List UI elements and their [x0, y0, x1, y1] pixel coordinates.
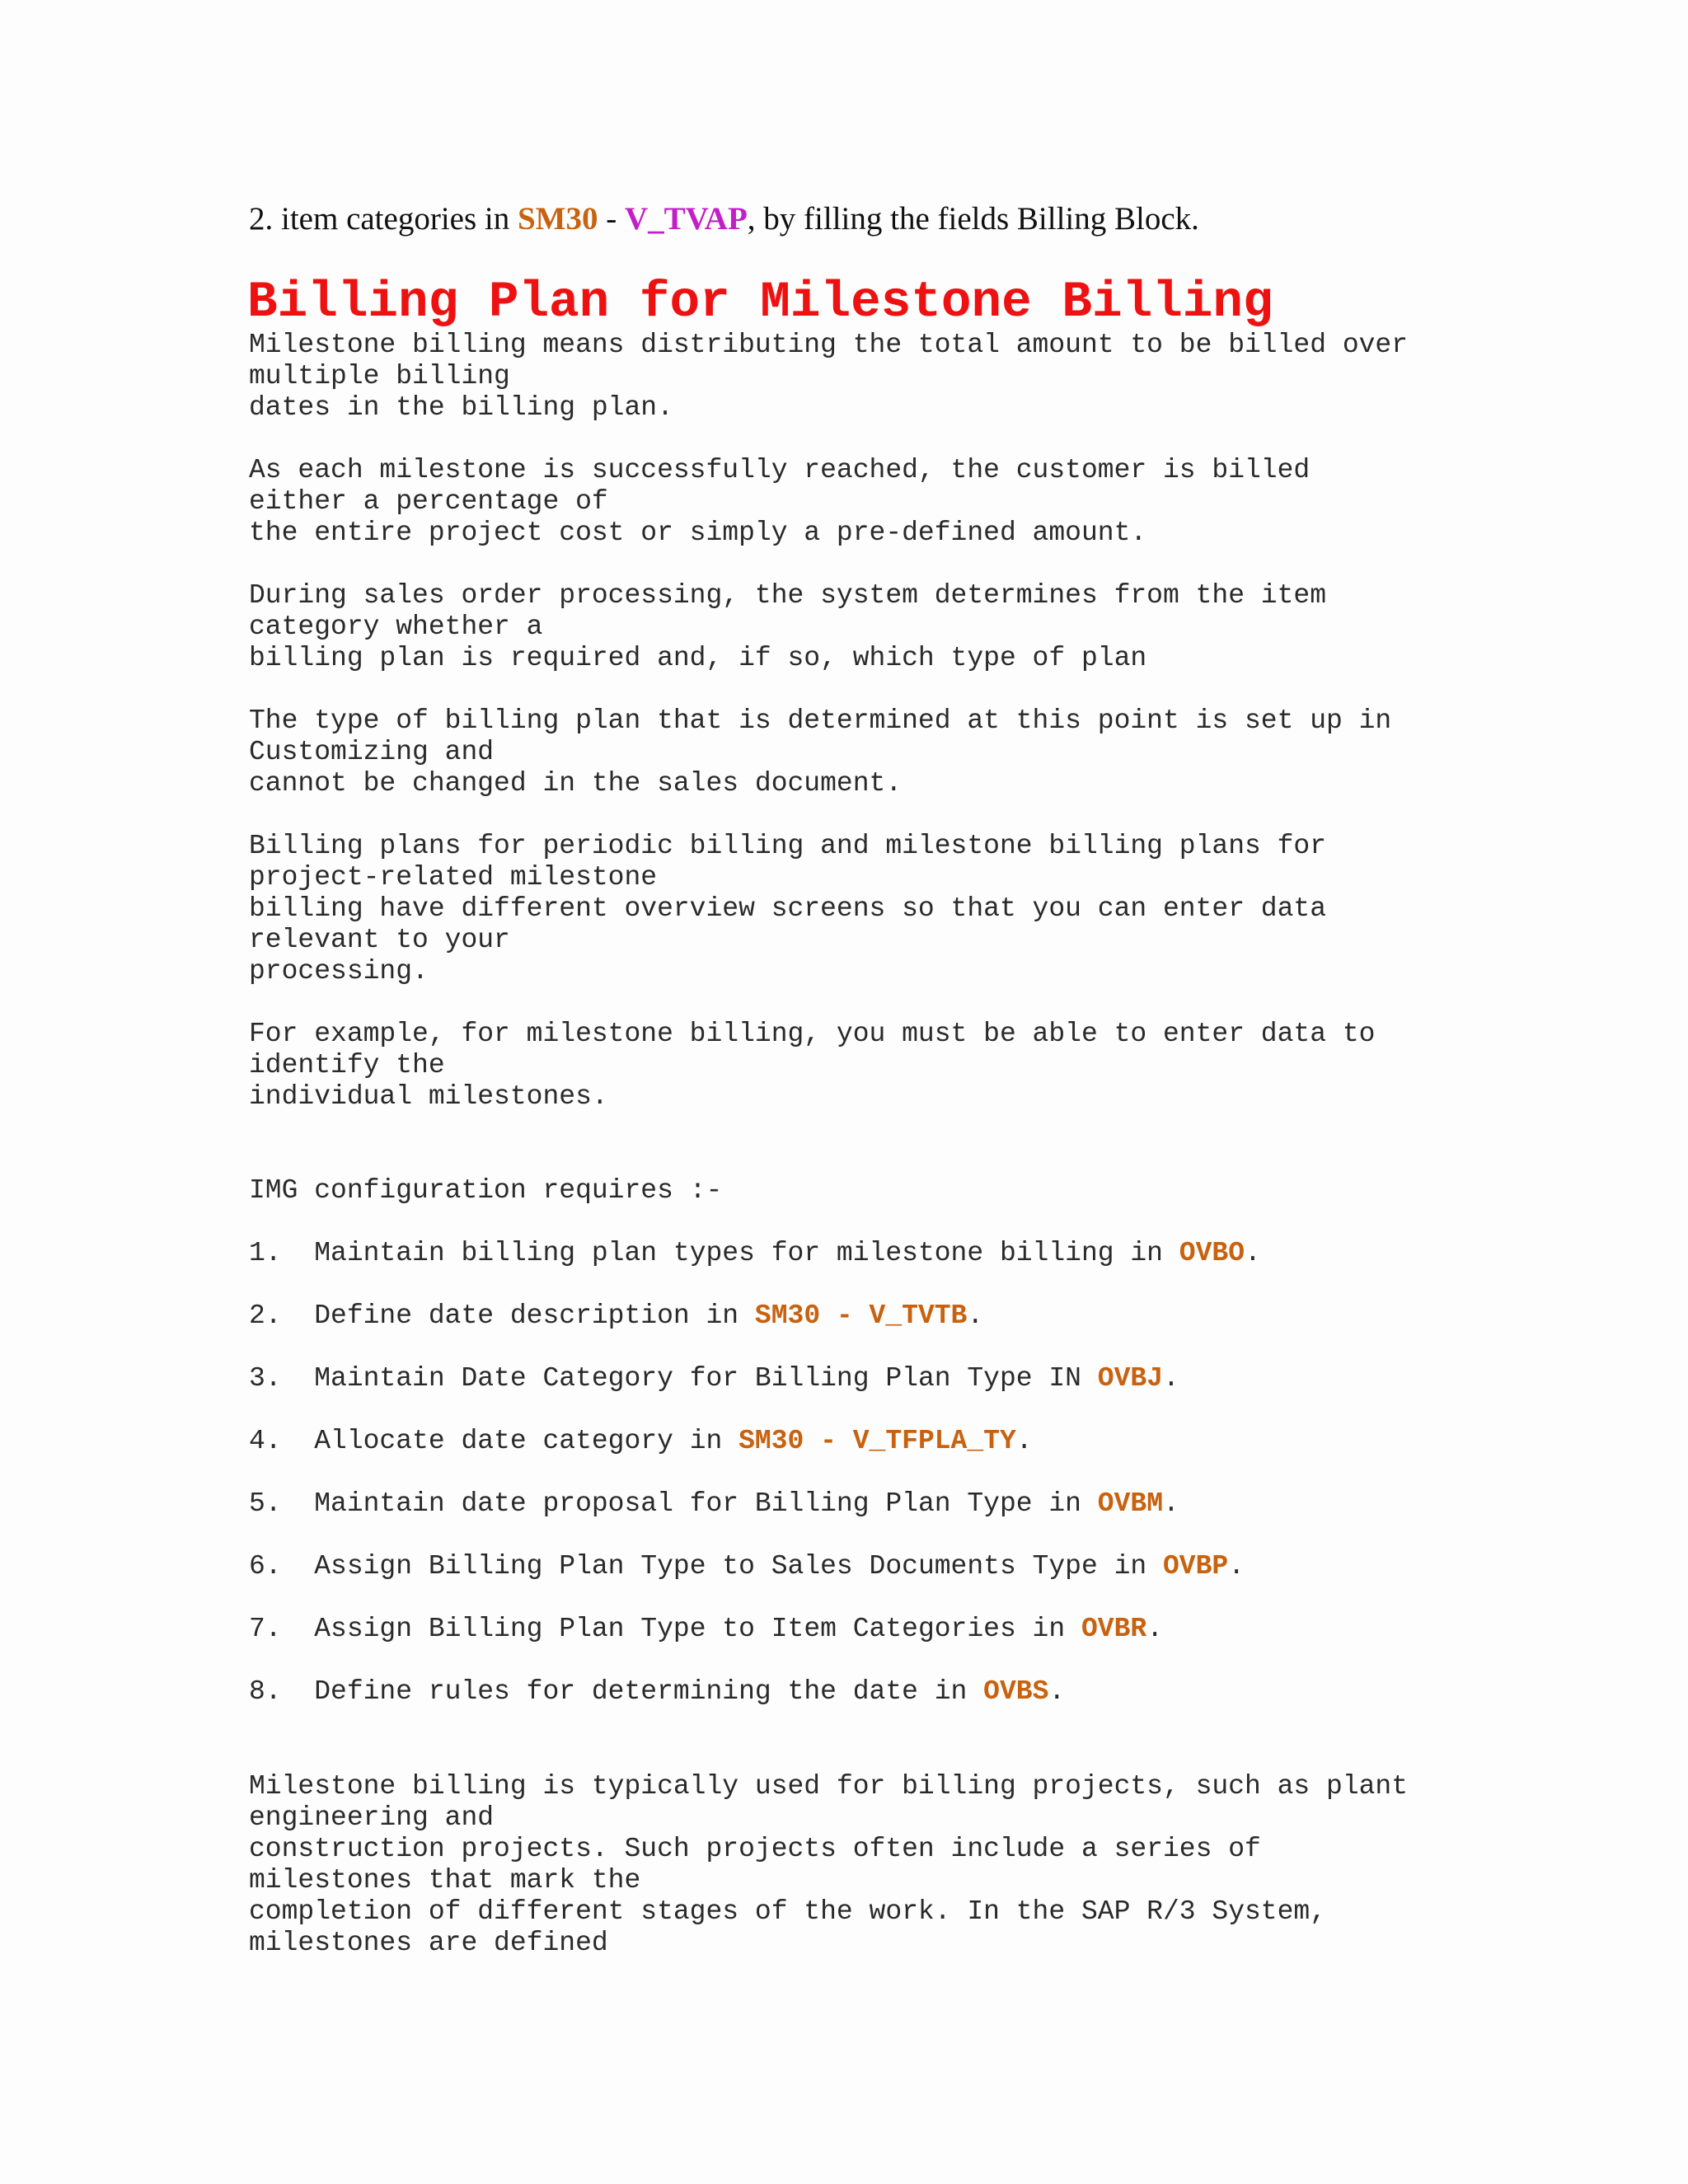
- step-text: Assign Billing Plan Type to Sales Documents Type in: [314, 1551, 1163, 1582]
- step-code: SM30 - V_TFPLA_TY: [738, 1426, 1016, 1456]
- paragraph-line: Milestone billing means distributing the total amount to be billed over: [249, 330, 1409, 360]
- step-text: Maintain Date Category for Billing Plan Type IN: [314, 1363, 1098, 1394]
- paragraph-2: [249, 455, 1310, 549]
- step-number: 1.: [249, 1238, 282, 1268]
- paragraph-3: [249, 580, 1326, 674]
- step-code: OVBS: [983, 1676, 1049, 1707]
- step-code: SM30 - V_TVTB: [754, 1301, 968, 1331]
- intro-line: [249, 198, 1199, 241]
- paragraph-line: Customizing and: [249, 737, 495, 767]
- step-code: OVBR: [1081, 1614, 1147, 1644]
- paragraph-line: dates in the billing plan.: [249, 392, 673, 423]
- paragraph-line: cannot be changed in the sales document.: [249, 768, 903, 799]
- intro-suffix: , by filling the fields Billing Block.: [747, 201, 1199, 237]
- step-text: Maintain date proposal for Billing Plan Type in: [314, 1488, 1098, 1519]
- config-step-4: [249, 1426, 1033, 1457]
- paragraph-line: milestones that mark the: [249, 1865, 641, 1896]
- step-end: .: [1245, 1238, 1261, 1268]
- step-number: 7.: [249, 1614, 282, 1644]
- closing-paragraph: [249, 1771, 1408, 1959]
- paragraph-5: [249, 831, 1326, 987]
- img-configuration-heading: IMG configuration requires :-: [249, 1175, 723, 1206]
- step-text: Maintain billing plan types for milestone billing in: [314, 1238, 1179, 1268]
- intro-separator: -: [598, 201, 625, 237]
- config-step-8: [249, 1676, 1065, 1708]
- paragraph-1: [249, 330, 1408, 424]
- paragraph-line: billing plan is required and, if so, which type of plan: [249, 643, 1147, 673]
- intro-code-sm30: SM30: [517, 201, 598, 237]
- step-end: .: [1163, 1363, 1179, 1394]
- config-step-5: [249, 1488, 1179, 1520]
- step-number: 3.: [249, 1363, 282, 1394]
- step-number: 2.: [249, 1301, 282, 1331]
- step-text: Define date description in: [314, 1301, 755, 1331]
- step-end: .: [1048, 1676, 1066, 1707]
- step-text: Allocate date category in: [314, 1426, 739, 1456]
- step-number: 8.: [249, 1676, 282, 1707]
- step-end: .: [967, 1301, 984, 1331]
- paragraph-line: milestones are defined: [249, 1928, 608, 1958]
- paragraph-line: construction projects. Such projects often include a series of: [249, 1834, 1261, 1864]
- paragraph-line: multiple billing: [249, 361, 510, 391]
- paragraph-4: [249, 705, 1391, 799]
- paragraph-line: For example, for milestone billing, you must be able to enter data to: [249, 1019, 1376, 1049]
- step-end: .: [1163, 1488, 1179, 1519]
- paragraph-line: Milestone billing is typically used for billing projects, such as plant: [249, 1771, 1409, 1802]
- intro-code-v-tvap: V_TVAP: [624, 201, 748, 237]
- paragraph-line: category whether a: [249, 612, 543, 642]
- step-code: OVBJ: [1097, 1363, 1163, 1394]
- paragraph-line: The type of billing plan that is determined at this point is set up in: [249, 705, 1392, 736]
- paragraph-line: completion of different stages of the work. In the SAP R/3 System,: [249, 1896, 1327, 1927]
- step-text: Assign Billing Plan Type to Item Categories in: [314, 1614, 1081, 1644]
- paragraph-line: processing.: [249, 956, 429, 987]
- paragraph-line: During sales order processing, the system determines from the item: [249, 580, 1327, 611]
- section-title: Billing Plan for Milestone Billing: [247, 274, 1273, 331]
- paragraph-line: the entire project cost or simply a pre-defined amount.: [249, 518, 1147, 548]
- config-step-3: [249, 1363, 1179, 1394]
- config-step-7: [249, 1614, 1163, 1645]
- paragraph-line: individual milestones.: [249, 1081, 608, 1112]
- paragraph-6: [249, 1019, 1375, 1113]
- step-end: .: [1015, 1426, 1033, 1456]
- paragraph-line: relevant to your: [249, 925, 510, 955]
- config-step-2: [249, 1301, 983, 1332]
- step-end: .: [1228, 1551, 1245, 1582]
- paragraph-line: billing have different overview screens so that you can enter data: [249, 893, 1327, 924]
- paragraph-line: either a percentage of: [249, 486, 608, 517]
- paragraph-line: project-related milestone: [249, 862, 658, 893]
- step-number: 4.: [249, 1426, 282, 1456]
- paragraph-line: As each milestone is successfully reached, the customer is billed: [249, 455, 1311, 485]
- paragraph-line: Billing plans for periodic billing and milestone billing plans for: [249, 831, 1327, 861]
- paragraph-line: identify the: [249, 1050, 445, 1080]
- config-step-1: [249, 1238, 1261, 1269]
- intro-prefix: 2. item categories in: [249, 201, 518, 237]
- config-step-6: [249, 1551, 1245, 1582]
- paragraph-line: engineering and: [249, 1802, 495, 1833]
- step-number: 6.: [249, 1551, 282, 1582]
- step-end: .: [1146, 1614, 1164, 1644]
- step-text: Define rules for determining the date in: [314, 1676, 984, 1707]
- step-code: OVBO: [1179, 1238, 1245, 1268]
- step-code: OVBM: [1097, 1488, 1163, 1519]
- step-number: 5.: [249, 1488, 282, 1519]
- step-code: OVBP: [1163, 1551, 1229, 1582]
